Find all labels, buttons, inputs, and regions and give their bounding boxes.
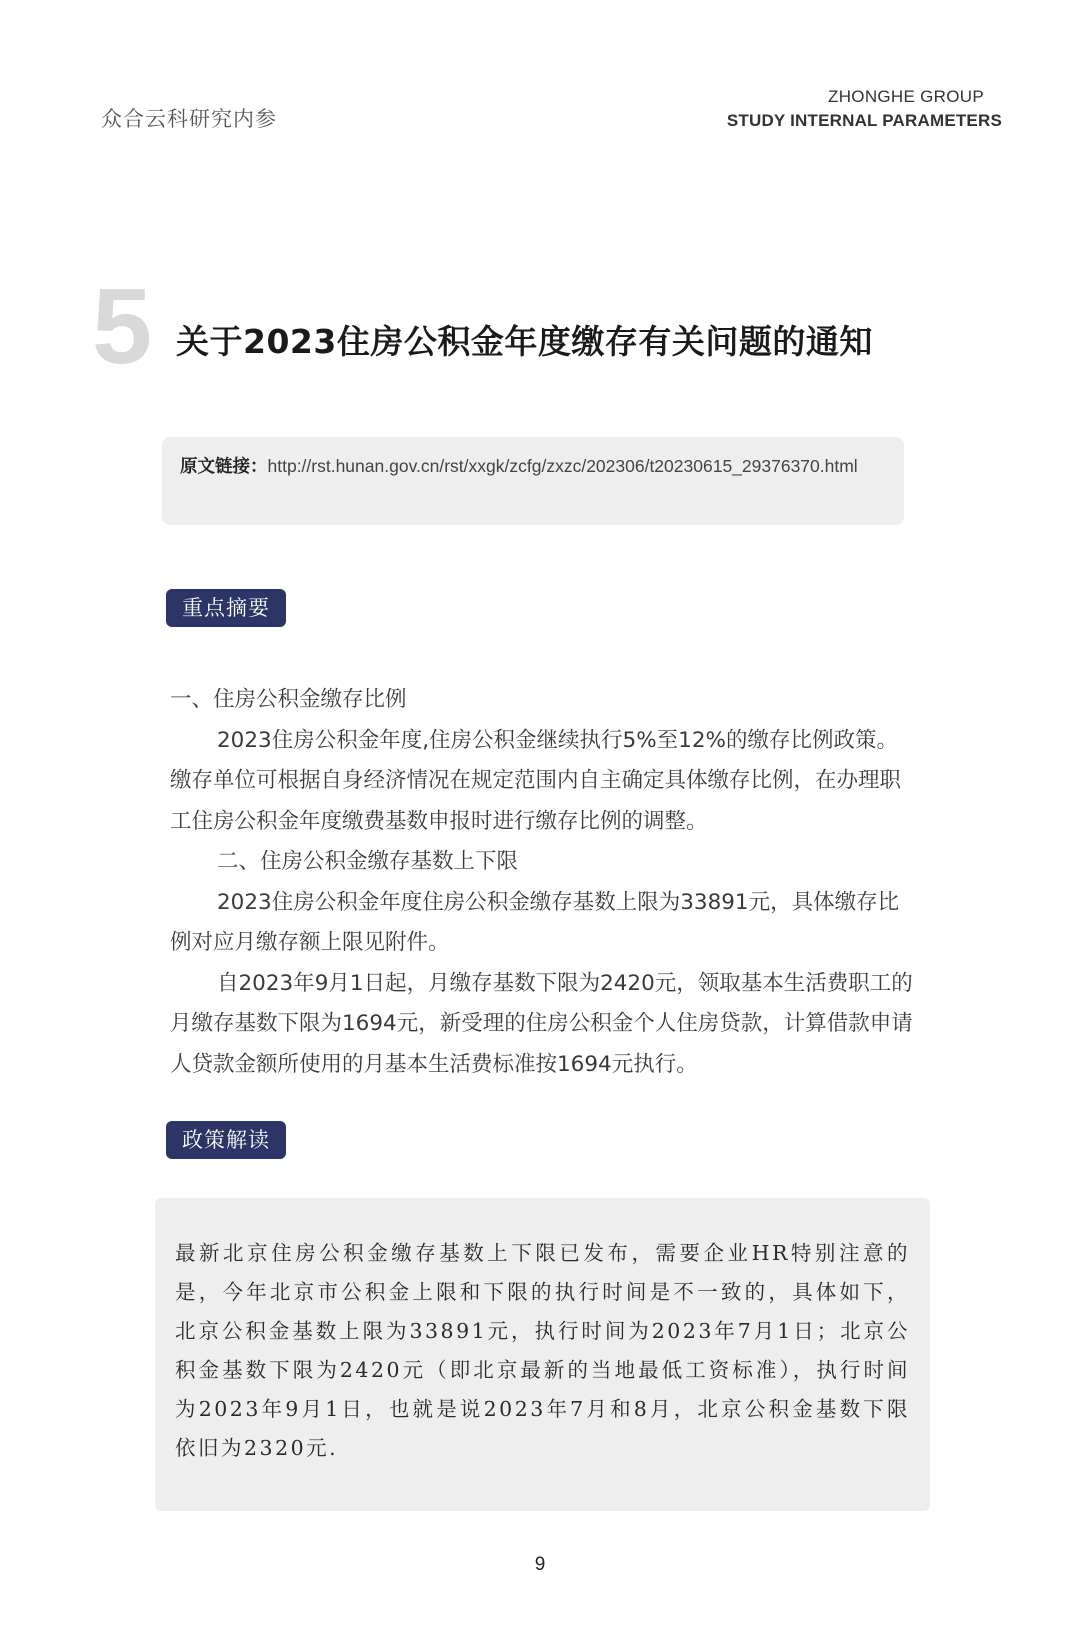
page-number: 9 — [534, 1554, 546, 1575]
summary-paragraph-2: 2023住房公积金年度住房公积金缴存基数上限为33891元，具体缴存比例对应月缴存额上限见附件。 — [170, 889, 900, 955]
header-brand: 众合云科研究内参 — [101, 107, 277, 131]
source-link-box — [162, 437, 904, 525]
summary-tag: 重点摘要 — [166, 589, 286, 627]
header-english-brand — [727, 87, 1002, 131]
section-title: 关于2023住房公积金年度缴存有关问题的通知 — [176, 322, 873, 361]
summary-paragraph-3: 自2023年9月1日起，月缴存基数下限为2420元，领取基本生活费职工的月缴存基数下限为1694元，新受理的住房公积金个人住房贷款，计算借款申请人贷款金额所使用的月基本生活费标准按1694元执行。 — [170, 970, 913, 1077]
policy-tag: 政策解读 — [166, 1121, 286, 1159]
header-group-name: ZHONGHE GROUP — [828, 87, 984, 106]
summary-heading-1: 一、住房公积金缴存比例 — [170, 687, 407, 712]
source-link-url[interactable]: http://rst.hunan.gov.cn/rst/xxgk/zcfg/zxzc/202306/t20230615_29376370.html — [267, 456, 858, 476]
summary-heading-2: 二、住房公积金缴存基数上下限 — [217, 849, 519, 874]
interpretation-box — [155, 1198, 930, 1511]
header-subtitle: STUDY INTERNAL PARAMETERS — [726, 111, 1002, 130]
source-link-label: 原文链接： — [180, 457, 268, 477]
interpretation-text: 最新北京住房公积金缴存基数上下限已发布，需要企业HR特别注意的是，今年北京市公积金上限和下限的执行时间是不一致的，具体如下，北京公积金基数上限为33891元，执行时间为2023年7月1日；北京公积金基数下限为2420元（即北京最新的当地最低工资标准），执行时间为2023年9月1日，也就是说2023年7月和8月，北京公积金基数下限依旧为2320元. — [175, 1241, 910, 1460]
section-number: 5 — [92, 265, 153, 386]
summary-content — [170, 680, 915, 1085]
summary-paragraph-1: 2023住房公积金年度,住房公积金继续执行5%至12%的缴存比例政策。缴存单位可根据自身经济情况在规定范围内自主确定具体缴存比例，在办理职工住房公积金年度缴费基数申报时进行缴存比例的调整。 — [170, 727, 902, 834]
